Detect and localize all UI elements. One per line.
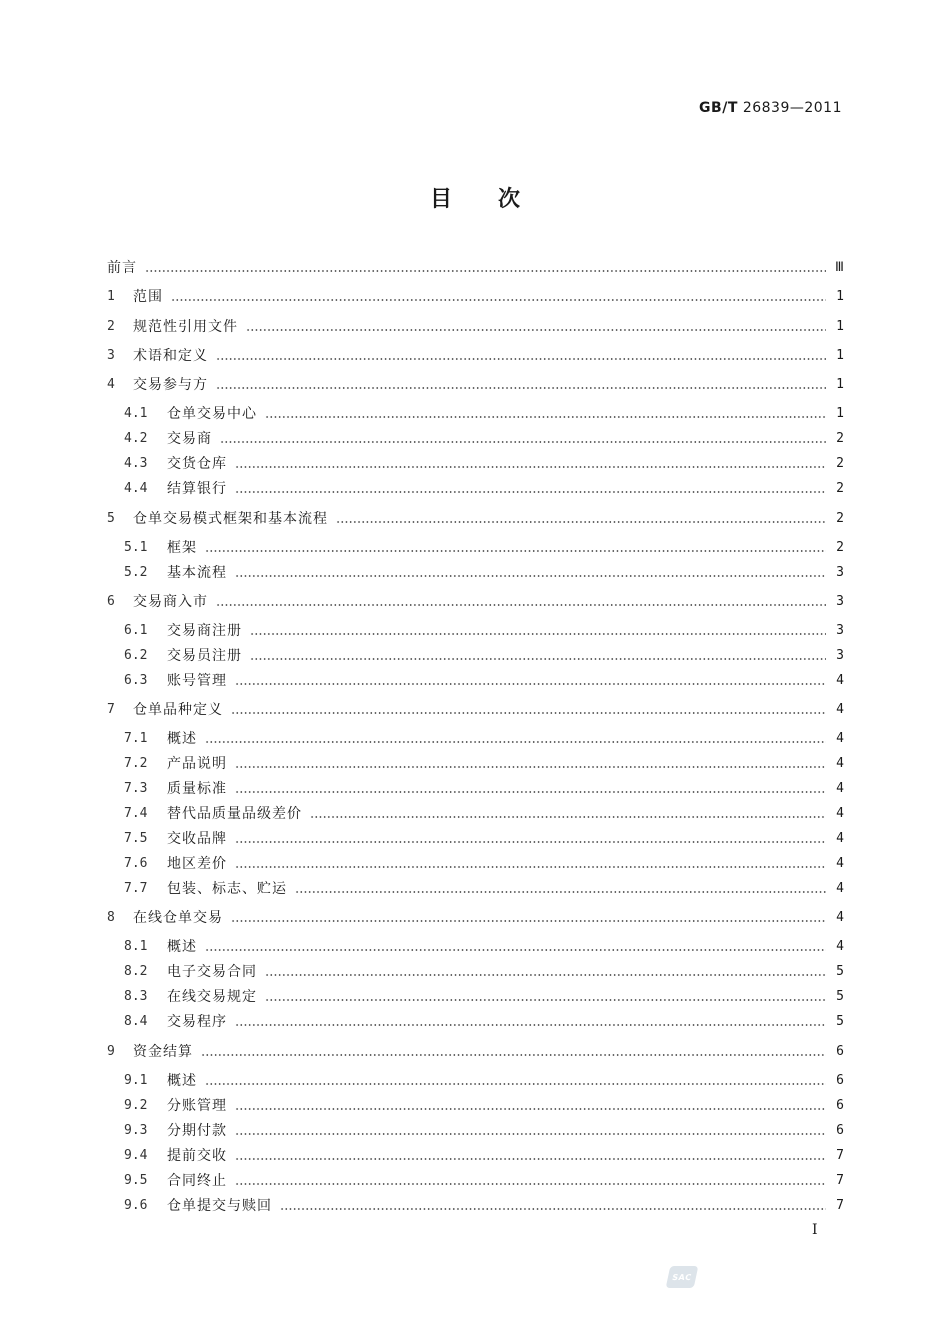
toc-entry-label: 结算银行 xyxy=(167,481,227,497)
toc-entry-number: 5.2 xyxy=(124,565,148,580)
dot-leader xyxy=(235,866,826,868)
dot-leader xyxy=(231,712,826,714)
toc-entry[interactable] xyxy=(107,507,844,531)
toc-entry-label: 概述 xyxy=(167,939,197,955)
toc-entry-number: 7.4 xyxy=(124,806,148,821)
toc-entry[interactable] xyxy=(107,827,844,851)
page-folio: I xyxy=(812,1222,818,1238)
toc-entry-page: 2 xyxy=(836,540,844,555)
toc-entry[interactable] xyxy=(107,877,844,901)
toc-entry[interactable] xyxy=(107,1094,844,1118)
toc-entry-page: 6 xyxy=(836,1044,844,1059)
toc-entry-label: 交易商注册 xyxy=(167,623,242,639)
toc-entry-page: 2 xyxy=(836,456,844,471)
toc-entry-number: 8.3 xyxy=(124,989,148,1004)
toc-entry[interactable] xyxy=(107,752,844,776)
toc-entry-page: 6 xyxy=(836,1073,844,1088)
toc-entry-label: 仓单品种定义 xyxy=(133,702,223,718)
toc-entry-page: 7 xyxy=(836,1148,844,1163)
toc-entry-page: 5 xyxy=(836,989,844,1004)
dot-leader xyxy=(280,1208,826,1210)
toc-entry-number: 7.5 xyxy=(124,831,148,846)
standard-number xyxy=(699,100,842,116)
toc-entry-page: 4 xyxy=(836,756,844,771)
toc-entry[interactable] xyxy=(107,619,844,643)
toc-entry-label: 包装、标志、贮运 xyxy=(167,881,287,897)
toc-entry[interactable] xyxy=(107,344,844,368)
toc-entry-number: 7 xyxy=(107,702,115,717)
dot-leader xyxy=(235,841,826,843)
toc-entry-number: 9.5 xyxy=(124,1173,148,1188)
dot-leader xyxy=(235,791,826,793)
dot-leader xyxy=(201,1054,826,1056)
toc-entry-page: 4 xyxy=(836,910,844,925)
toc-entry[interactable] xyxy=(107,1040,844,1064)
toc-entry[interactable] xyxy=(107,477,844,501)
toc-entry-label: 仓单提交与赎回 xyxy=(167,1198,272,1214)
toc-entry[interactable] xyxy=(107,1194,844,1218)
toc-entry[interactable] xyxy=(107,452,844,476)
toc-entry[interactable] xyxy=(107,1069,844,1093)
standard-code: 26839—2011 xyxy=(742,100,842,116)
toc-entry[interactable] xyxy=(107,698,844,722)
toc-entry[interactable] xyxy=(107,985,844,1009)
toc-entry-number: 3 xyxy=(107,348,115,363)
toc-entry[interactable] xyxy=(107,315,844,339)
toc-entry-number: 6.1 xyxy=(124,623,148,638)
dot-leader xyxy=(205,949,826,951)
dot-leader xyxy=(235,575,826,577)
toc-entry-page: Ⅲ xyxy=(835,260,844,275)
toc-entry-label: 范围 xyxy=(133,289,163,305)
toc-entry[interactable] xyxy=(107,852,844,876)
toc-entry-label: 产品说明 xyxy=(167,756,227,772)
toc-entry-page: 4 xyxy=(836,731,844,746)
toc-entry-page: 3 xyxy=(836,565,844,580)
toc-entry[interactable] xyxy=(107,427,844,451)
toc-entry-label: 基本流程 xyxy=(167,565,227,581)
title-char-1: 目 xyxy=(429,187,452,212)
toc-entry-label: 规范性引用文件 xyxy=(133,319,238,335)
toc-entry-number: 7.6 xyxy=(124,856,148,871)
toc-entry-label: 合同终止 xyxy=(167,1173,227,1189)
dot-leader xyxy=(250,633,826,635)
toc-entry[interactable] xyxy=(107,1010,844,1034)
toc-entry-page: 4 xyxy=(836,702,844,717)
toc-entry-page: 3 xyxy=(836,594,844,609)
toc-entry-page: 4 xyxy=(836,856,844,871)
dot-leader xyxy=(235,683,826,685)
toc-entry[interactable] xyxy=(107,1119,844,1143)
toc-entry-page: 4 xyxy=(836,781,844,796)
toc-entry[interactable] xyxy=(107,590,844,614)
toc-entry-number: 2 xyxy=(107,319,115,334)
toc-entry-page: 1 xyxy=(836,377,844,392)
toc-entry-number: 9.3 xyxy=(124,1123,148,1138)
dot-leader xyxy=(205,1083,826,1085)
toc-entry-page: 3 xyxy=(836,623,844,638)
toc-entry[interactable] xyxy=(107,935,844,959)
toc-entry-label: 替代品质量品级差价 xyxy=(167,806,302,822)
standard-prefix: GB/T xyxy=(699,100,738,116)
toc-entry-label: 交易商入市 xyxy=(133,594,208,610)
toc-entry[interactable] xyxy=(107,256,844,280)
toc-entry[interactable] xyxy=(107,536,844,560)
toc-entry-number: 9 xyxy=(107,1044,115,1059)
toc-entry-page: 6 xyxy=(836,1098,844,1113)
toc-entry-page: 7 xyxy=(836,1198,844,1213)
dot-leader xyxy=(310,816,826,818)
toc-entry-label: 交易员注册 xyxy=(167,648,242,664)
sac-logo-watermark xyxy=(666,1266,699,1288)
toc-entry-page: 4 xyxy=(836,806,844,821)
dot-leader xyxy=(205,741,826,743)
toc-entry-number: 8.4 xyxy=(124,1014,148,1029)
toc-entry-label: 资金结算 xyxy=(133,1044,193,1060)
dot-leader xyxy=(246,329,826,331)
toc-entry[interactable] xyxy=(107,802,844,826)
toc-entry-label: 概述 xyxy=(167,731,197,747)
toc-entry-number: 7.1 xyxy=(124,731,148,746)
dot-leader xyxy=(265,999,826,1001)
toc-entry-label: 交易商 xyxy=(167,431,212,447)
toc-entry-page: 4 xyxy=(836,673,844,688)
toc-entry-number: 7.7 xyxy=(124,881,148,896)
toc-entry-number: 8.1 xyxy=(124,939,148,954)
dot-leader xyxy=(231,920,826,922)
toc-entry[interactable] xyxy=(107,402,844,426)
toc-entry-page: 1 xyxy=(836,406,844,421)
toc-entry-label: 框架 xyxy=(167,540,197,556)
toc-entry-label: 概述 xyxy=(167,1073,197,1089)
toc-entry-label: 前言 xyxy=(107,260,137,276)
toc-entry-number: 9.1 xyxy=(124,1073,148,1088)
toc-entry-label: 分账管理 xyxy=(167,1098,227,1114)
toc-entry-page: 3 xyxy=(836,648,844,663)
toc-entry-page: 4 xyxy=(836,939,844,954)
toc-entry-number: 6.3 xyxy=(124,673,148,688)
dot-leader xyxy=(145,270,826,272)
toc-entry[interactable] xyxy=(107,777,844,801)
dot-leader xyxy=(235,1024,826,1026)
toc-entry-number: 4.2 xyxy=(124,431,148,446)
toc-entry-label: 在线交易规定 xyxy=(167,989,257,1005)
dot-leader xyxy=(205,550,826,552)
toc-entry[interactable] xyxy=(107,1144,844,1168)
dot-leader xyxy=(235,1133,826,1135)
toc-entry-number: 9.6 xyxy=(124,1198,148,1213)
dot-leader xyxy=(265,416,826,418)
toc-entry-number: 8.2 xyxy=(124,964,148,979)
toc-entry-label: 交货仓库 xyxy=(167,456,227,472)
toc-entry-page: 1 xyxy=(836,348,844,363)
dot-leader xyxy=(235,1183,826,1185)
toc-entry-label: 提前交收 xyxy=(167,1148,227,1164)
toc-entry-label: 交易参与方 xyxy=(133,377,208,393)
toc-entry[interactable] xyxy=(107,373,844,397)
dot-leader xyxy=(216,358,826,360)
toc-entry-number: 8 xyxy=(107,910,115,925)
toc-entry[interactable] xyxy=(107,1169,844,1193)
dot-leader xyxy=(235,491,826,493)
toc-entry-label: 账号管理 xyxy=(167,673,227,689)
title-char-2: 次 xyxy=(498,187,521,212)
toc-entry[interactable] xyxy=(107,669,844,693)
watermark-text: SAC xyxy=(671,1272,693,1282)
dot-leader xyxy=(220,441,826,443)
dot-leader xyxy=(336,521,826,523)
toc-entry-page: 6 xyxy=(836,1123,844,1138)
toc-entry-number: 6 xyxy=(107,594,115,609)
toc-entry-number: 4 xyxy=(107,377,115,392)
toc-entry-page: 7 xyxy=(836,1173,844,1188)
toc-entry-page: 5 xyxy=(836,1014,844,1029)
dot-leader xyxy=(216,604,826,606)
toc-entry-number: 5 xyxy=(107,511,115,526)
toc-entry-label: 地区差价 xyxy=(167,856,227,872)
toc-entry[interactable] xyxy=(107,561,844,585)
toc-entry-number: 1 xyxy=(107,289,115,304)
toc-entry-number: 4.1 xyxy=(124,406,148,421)
toc-entry-label: 电子交易合同 xyxy=(167,964,257,980)
toc-entry-label: 仓单交易模式框架和基本流程 xyxy=(133,511,328,527)
toc-entry-number: 4.4 xyxy=(124,481,148,496)
dot-leader xyxy=(265,974,826,976)
toc-entry-number: 7.2 xyxy=(124,756,148,771)
toc-entry-label: 交易程序 xyxy=(167,1014,227,1030)
dot-leader xyxy=(235,466,826,468)
toc-entry-number: 5.1 xyxy=(124,540,148,555)
toc-entry-label: 交收品牌 xyxy=(167,831,227,847)
toc-entry[interactable] xyxy=(107,906,844,930)
toc-entry-page: 4 xyxy=(836,831,844,846)
toc-entry-label: 术语和定义 xyxy=(133,348,208,364)
toc-entry-number: 9.4 xyxy=(124,1148,148,1163)
toc-entry-page: 5 xyxy=(836,964,844,979)
toc-entry-number: 7.3 xyxy=(124,781,148,796)
toc-entry[interactable] xyxy=(107,727,844,751)
dot-leader xyxy=(171,299,826,301)
dot-leader xyxy=(295,891,826,893)
toc-entry-label: 质量标准 xyxy=(167,781,227,797)
toc-entry-number: 9.2 xyxy=(124,1098,148,1113)
toc-entry-number: 4.3 xyxy=(124,456,148,471)
toc-entry[interactable] xyxy=(107,285,844,309)
toc-entry-label: 仓单交易中心 xyxy=(167,406,257,422)
toc-entry-label: 分期付款 xyxy=(167,1123,227,1139)
dot-leader xyxy=(235,766,826,768)
dot-leader xyxy=(235,1158,826,1160)
toc-entry[interactable] xyxy=(107,960,844,984)
toc-entry-label: 在线仓单交易 xyxy=(133,910,223,926)
dot-leader xyxy=(250,658,826,660)
dot-leader xyxy=(235,1108,826,1110)
dot-leader xyxy=(216,387,826,389)
toc-entry-page: 4 xyxy=(836,881,844,896)
toc-entry-page: 1 xyxy=(836,319,844,334)
toc-entry-page: 2 xyxy=(836,481,844,496)
page-title xyxy=(0,182,950,213)
toc-entry-number: 6.2 xyxy=(124,648,148,663)
toc-entry[interactable] xyxy=(107,644,844,668)
toc-entry-page: 2 xyxy=(836,511,844,526)
toc-entry-page: 1 xyxy=(836,289,844,304)
toc-entry-page: 2 xyxy=(836,431,844,446)
